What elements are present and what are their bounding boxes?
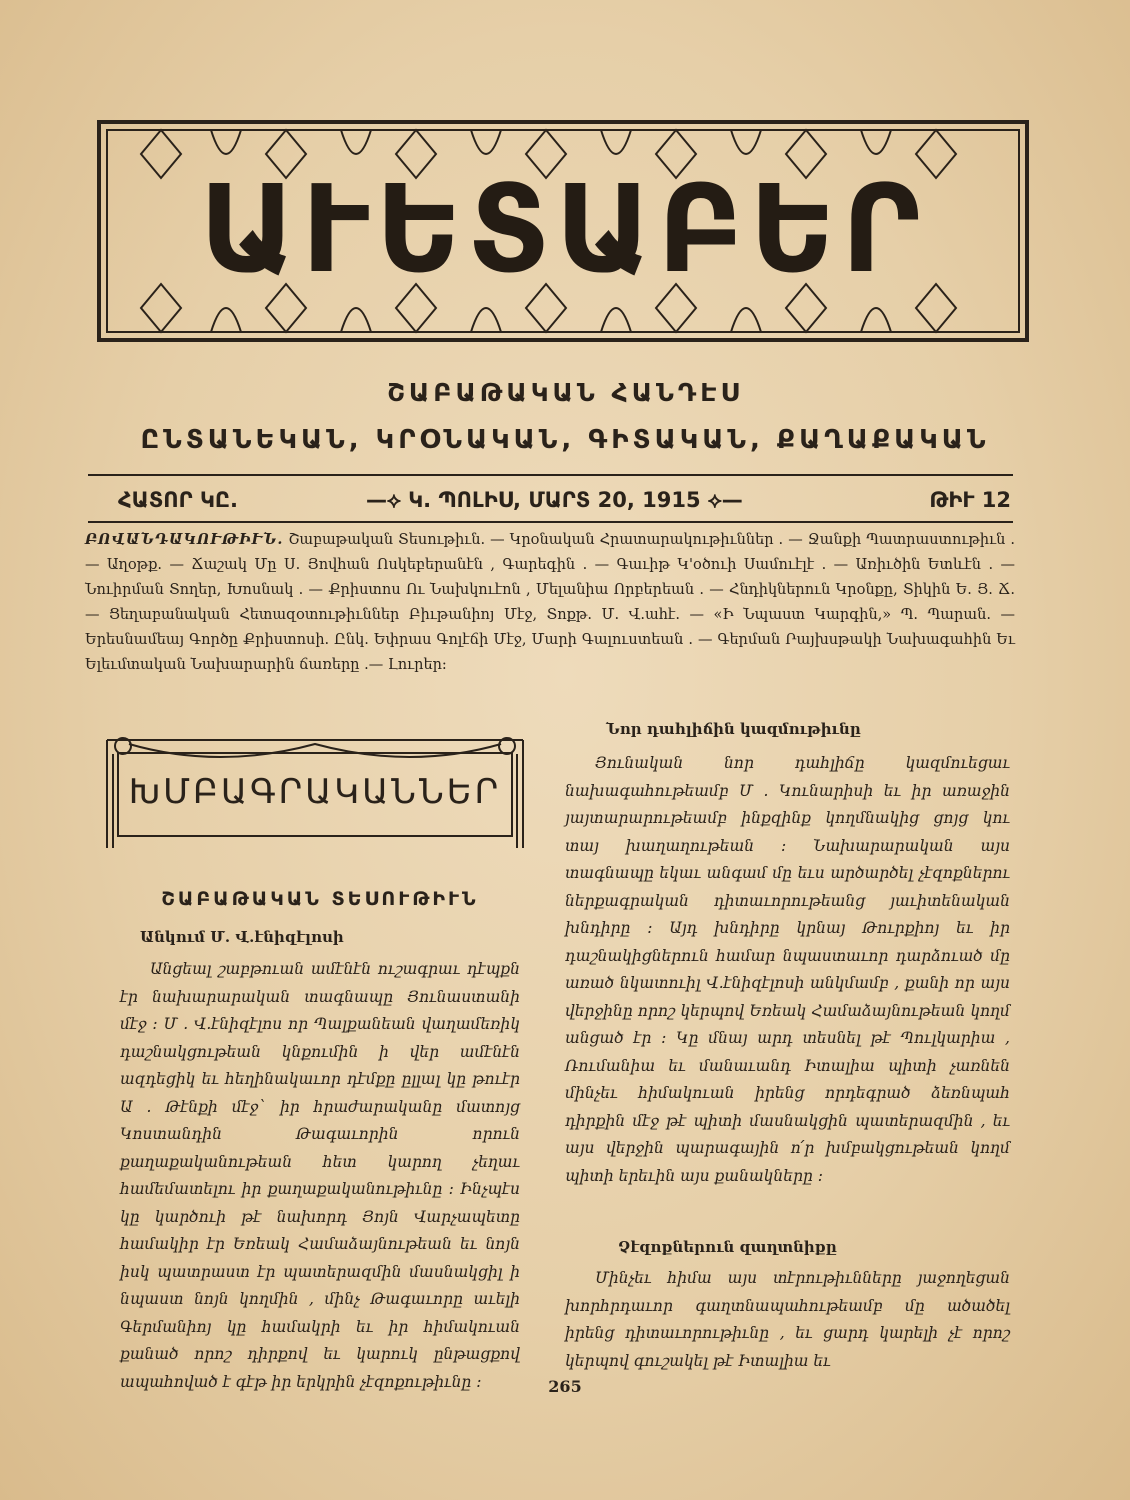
left-column-subheading: Անկում Մ. Վ.էնիզէլոսի — [140, 928, 344, 946]
editorial-label: ԽՄԲԱԳՐԱԿԱՆՆԵՐ — [128, 772, 502, 812]
masthead-frame — [97, 120, 1029, 342]
right-column-heading-2: Չէզոքներուն զաղտնիքը — [618, 1238, 837, 1256]
contents-lead: ԲՈՎԱՆԴԱԿՈՒԹԻՒՆ. — [85, 531, 284, 548]
volume-label: ՀԱՏՈՐ ԿԸ. — [118, 488, 239, 512]
table-of-contents — [85, 527, 1015, 678]
contents-text: Շաբաթական Տեսութիւն. — Կրօնական Հրատարակութիւններ . — Ջանքի Պատրաստութիւն . — Աղօթք. — Ճաշակ Մը Ս. Յովհան Ոսկեբերանէն , Գարեգին . — Գաւիթ Կ'օծուի Սամուէլէ . — Առիւծին Ետևէն . — Նուիրման Տողեր, Խոսնակ . — Քրիստոս Ու Նախկուէոն , Մելանիա Որբերեան . — Հնդիկներուն Կրօնքը, Տիկին Ե. Յ. Ճ. — Ցեղաբանական Հետազօտութիւններ Բիւթանիոյ Մէջ, Տոքթ. Մ. Վ.ահէ. — «Ի Նպաստ Կարգին,» Պ. Պարան. — Երեսնամեայ Գործը Քրիստոսի. Ընկ. Եփրաս Գոլէճի Մէջ, Մարի Գալուստեան . — Գերման Րայխսթակի Նախագահին Եւ Ելեւմտական Նախարարին ճառերը .— Լուրեր: — [85, 532, 1015, 673]
subtitle-topics: ԸՆՏԱՆԵԿԱՆ, ԿՐՕՆԱԿԱՆ, ԳԻՏԱԿԱՆ, ՔԱՂԱՔԱԿԱՆ — [140, 425, 990, 455]
rule-top — [88, 474, 1013, 476]
rule-bottom — [88, 521, 1013, 523]
right-column-text-1: Յունական նոր դահլիճը կազմուեցաւ նախագահութեամբ Մ . Կունարիսի եւ իր առաջին յայտարարութեամբ ինքզինք կողմնակից ցոյց կու տայ խաղաղութեան ։ Նախարարական այս տագնապը եկաւ անգամ մը եւս արծարծել չէզոքներու ներքագրական դիտաւորութեանց յաւիտենական խնդիրը ։ Այդ խնդիրը կրնայ Թուրքիոյ եւ իր դաշնակիցներուն համար նպաստաւոր դարձուած մը առած նկատուիլ Վ.էնիզէլոսի անկմամբ , քանի որ այս վերջինը որոշ կերպով Եռեակ Համաձայնութեան կողմ անցած էր ։ Կը մնայ արդ տեսնել թէ Պուլկարիա , Ռումանիա եւ մանաւանդ Իտալիա պիտի չառնեն մինչեւ հիմակուան իրենց որդեգրած ձեռնպահ դիրքին մէջ թէ պիտի մասնակցին պատերազմին , եւ այս վերջին պարագային ո՛ր խմբակցութեան կողմ պիտի երեւին այս քանակները ։ — [565, 754, 1010, 1185]
issue-label: ԹԻՒ 12 — [929, 488, 1011, 512]
subtitle-weekly: ՇԱԲԱԹԱԿԱՆ ՀԱՆԴԷՍ — [387, 378, 743, 407]
left-column-heading: ՇԱԲԱԹԱԿԱՆ ՏԵՍՈՒԹԻՒՆ — [161, 888, 479, 910]
masthead-title: ԱՒԵՏԱԲԵՐ — [199, 158, 927, 300]
right-column-heading-1: Նոր դահլիճին կազմութիւնը — [606, 720, 861, 738]
editorial-box — [99, 730, 531, 855]
editorial-frame — [117, 752, 513, 837]
left-column-text: Անցեալ շաբթուան ամէնէն ուշագրաւ դէպքն էր նախարարական տագնապը Յունաստանի մէջ ։ Մ . Վ.էնիզէլոս որ Պալքանեան վաղամեռիկ դաշնակցութեան կնքումին ի վեր ամէնէն ազդեցիկ եւ հեղինակաւոր դէմքը ըլլալ կը թուէր Ա . Թէնքի մէջ` իր հրաժարականը մատոյց Կոստանդին Թագաւորին որուն քաղաքականութեան հետ կարող չեղաւ համեմատելու իր քաղաքականութիւնը ։ Ինչպէս կը կարծուի թէ նախորդ Յոյն Վարչապետը համակիր էր Եռեակ Համաձայնութեան եւ նոյն իսկ պատրաստ էր պատերազմին մասնակցիլ ի նպաստ նոյն կողմին , մինչ Թագաւորը աւելի Գերմանիոյ կը համակրի եւ իր հիմակուան քանած որոշ դիրքով եւ կարուկ ընթացքով ապահոված է գէթ իր երկրին չէզոքութիւնը ։ — [120, 960, 520, 1391]
page-number: 265 — [548, 1377, 582, 1396]
date-label: —⟡ Կ. ՊՈԼԻՍ, ՄԱՐՏ 20, 1915 ⟡— — [366, 488, 743, 512]
right-column-text-2: Մինչեւ հիմա այս տէրութիւնները յաջողեցան խորհրդաւոր գաղտնապահութեամբ մը ածածել իրենց դիտաւորութիւնը , եւ ցարդ կարելի չէ որոշ կերպով գուշակել թէ Իտալիա եւ — [565, 1269, 1010, 1370]
